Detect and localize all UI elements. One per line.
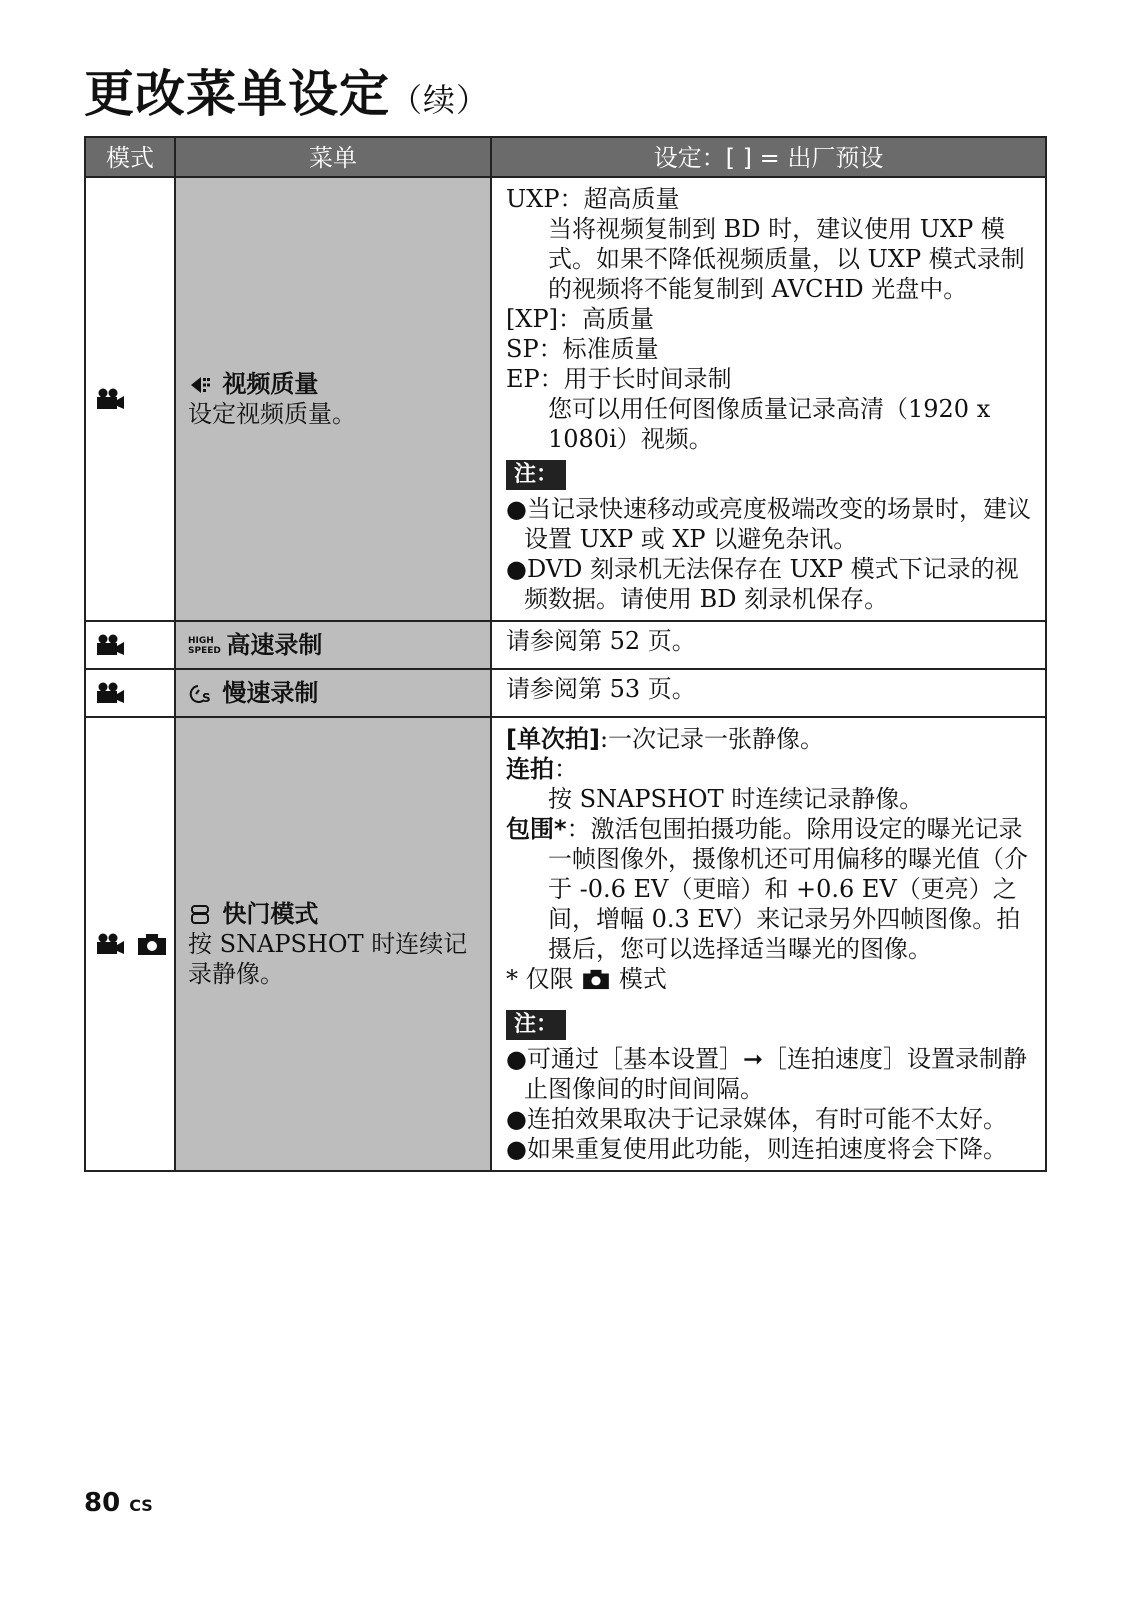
header-mode: 模式 — [85, 137, 175, 177]
bracket-option — [506, 814, 1031, 964]
shutter-mode-icon — [188, 904, 214, 926]
table-row-video-quality — [85, 177, 1046, 621]
video-camera-icon — [94, 387, 126, 411]
note-item: ●如果重复使用此功能，则连拍速度将会下降。 — [506, 1135, 1007, 1163]
uxp-description: 当将视频复制到 BD 时，建议使用 UXP 模式。如果不降低视频质量，以 UXP 模式录制的视频将不能复制到 AVCHD 光盘中。 — [548, 215, 1025, 303]
menu-title: 视频质量 — [188, 369, 478, 399]
note-item: ●可通过［基本设置］➞［连拍速度］设置录制静止图像间的时间间隔。 — [506, 1045, 1028, 1103]
video-camera-icon — [94, 681, 126, 705]
video-quality-icon — [188, 374, 214, 396]
uxp-option: UXP：超高质量 — [506, 185, 680, 213]
language-code: CS — [129, 1496, 153, 1515]
menu-description: 设定视频质量。 — [188, 400, 356, 428]
ep-option: EP：用于长时间录制 — [506, 365, 732, 393]
menu-title: S 慢速录制 — [188, 678, 478, 708]
page-number: 80 CS — [84, 1488, 153, 1518]
setting-cell-shutter-mode — [491, 717, 1046, 1171]
header-setting: 设定：[ ] = 出厂预设 — [491, 137, 1046, 177]
table-row-shutter-mode — [85, 717, 1046, 1171]
table-row-slow-record — [85, 669, 1046, 717]
slow-record-icon — [188, 683, 214, 705]
menu-cell-slow-record — [175, 669, 491, 717]
setting-cell-slow-record: 请参阅第 53 页。 — [491, 669, 1046, 717]
continuous-description: 按 SNAPSHOT 时连续记录静像。 — [548, 785, 924, 813]
video-camera-icon — [94, 633, 126, 657]
menu-cell-high-speed — [175, 621, 491, 669]
bracket-label: 包围* — [506, 815, 567, 843]
note-item: ●当记录快速移动或亮度极端改变的场景时，建议设置 UXP 或 XP 以避免杂讯。 — [506, 495, 1031, 553]
menu-title: 快门模式 — [188, 899, 478, 929]
video-camera-icon — [94, 932, 126, 956]
menu-settings-table — [84, 136, 1047, 1172]
header-menu: 菜单 — [175, 137, 491, 177]
menu-description: 按 SNAPSHOT 时连续记录静像。 — [188, 930, 468, 988]
table-header-row — [85, 137, 1046, 177]
note-badge: 注： — [506, 1010, 566, 1040]
page-title-suffix: （续） — [390, 81, 490, 119]
svg-text:S: S — [202, 691, 211, 705]
single-shot-option — [506, 724, 1031, 754]
note-item: ●DVD 刻录机无法保存在 UXP 模式下记录的视频数据。请使用 BD 刻录机保存。 — [506, 555, 1019, 613]
mode-cell — [85, 177, 175, 621]
ep-description: 您可以用任何图像质量记录高清（1920 x 1080i）视频。 — [548, 395, 991, 453]
high-speed-icon: HIGH SPEED — [188, 636, 221, 656]
bracket-description: ：激活包围拍摄功能。除用设定的曝光记录一帧图像外，摄像机还可用偏移的曝光值（介于 -0.6 EV（更暗）和 +0.6 EV（更亮）之间，增幅 0.3 EV）来记录另外四帧图像。拍摄后，您可以选择适当曝光的图像。 — [548, 815, 1028, 963]
mode-cell — [85, 621, 175, 669]
table-row-high-speed — [85, 621, 1046, 669]
xp-option: [XP]：高质量 — [506, 305, 654, 333]
note-badge: 注： — [506, 460, 566, 490]
single-shot-description: :一次记录一张静像。 — [599, 725, 825, 753]
setting-cell-video-quality — [491, 177, 1046, 621]
still-camera-icon — [581, 968, 611, 990]
setting-cell-high-speed: 请参阅第 52 页。 — [491, 621, 1046, 669]
menu-cell-shutter-mode — [175, 717, 491, 1171]
mode-cell — [85, 717, 175, 1171]
page-title: 更改菜单设定（续） — [84, 65, 490, 123]
menu-cell-video-quality — [175, 177, 491, 621]
asterisk-note: * 仅限 模式 — [506, 965, 667, 993]
single-shot-label: [单次拍] — [506, 725, 600, 753]
still-camera-icon — [137, 932, 167, 956]
continuous-option: 连拍： — [506, 755, 578, 783]
note-item: ●连拍效果取决于记录媒体，有时可能不太好。 — [506, 1105, 1007, 1133]
sp-option: SP：标准质量 — [506, 335, 659, 363]
continuous-label: 连拍 — [506, 755, 554, 783]
menu-title: HIGH SPEED 高速录制 — [188, 631, 323, 659]
mode-cell — [85, 669, 175, 717]
